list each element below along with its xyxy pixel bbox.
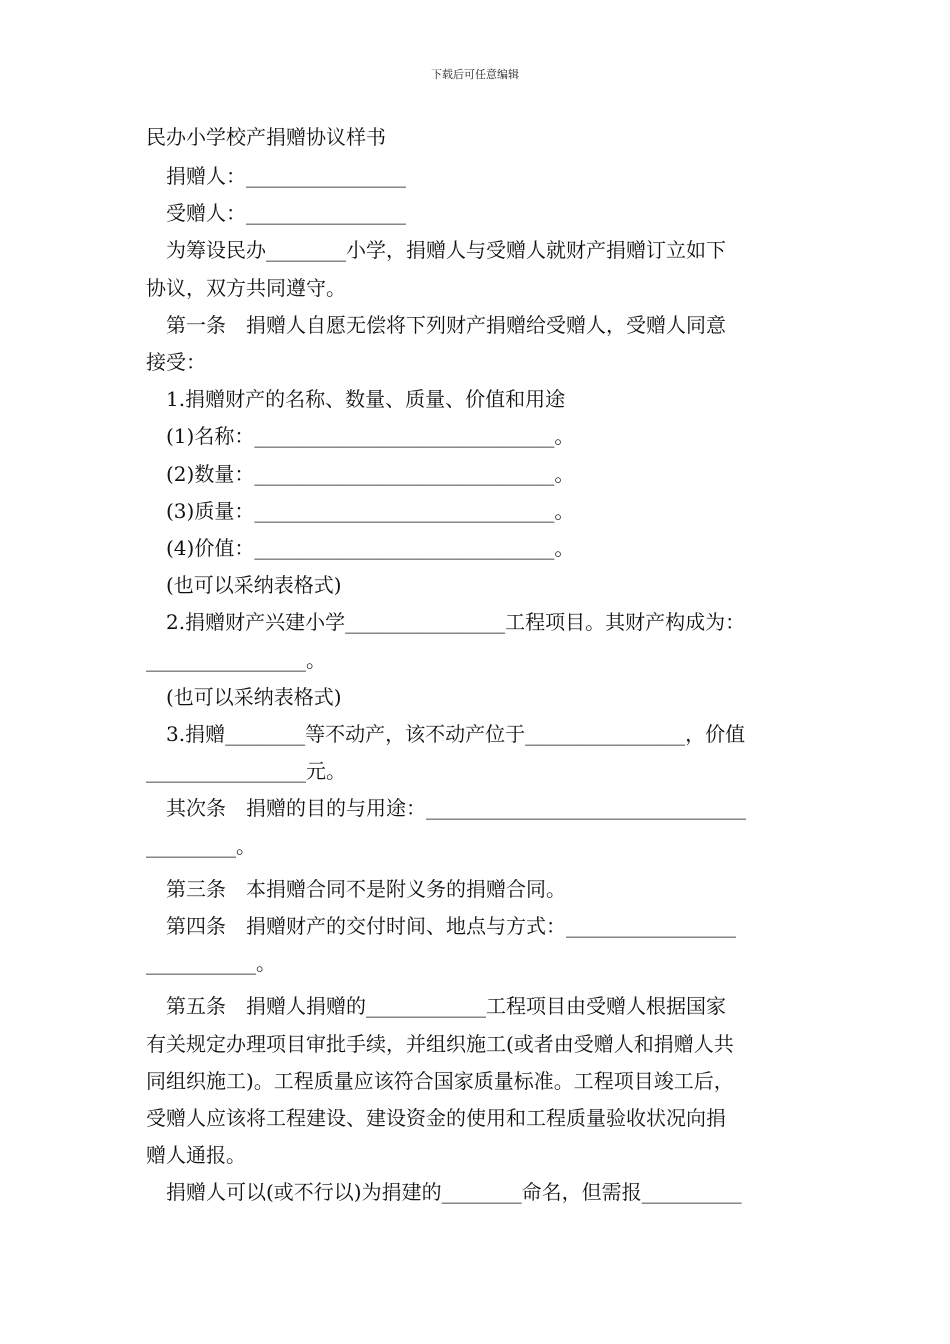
preamble-line-1: 为筹设民办________小学，捐赠人与受赠人就财产捐赠订立如下 bbox=[166, 238, 726, 263]
page-header: 下载后可任意编辑 bbox=[431, 68, 519, 81]
item-3-line-1: 3.捐赠________等不动产，该不动产位于________________，价值 bbox=[166, 722, 746, 747]
document-title: 民办小学校产捐赠协议样书 bbox=[146, 125, 386, 149]
item-quality-line: (3)质量：______________________________。 bbox=[166, 498, 575, 523]
item-name-line: (1)名称：______________________________。 bbox=[166, 424, 575, 449]
donor-line: 捐赠人：________________ bbox=[166, 164, 406, 188]
recipient-line: 受赠人：________________ bbox=[166, 201, 406, 226]
preamble-line-2: 协议，双方共同遵守。 bbox=[146, 275, 346, 300]
article-5-line-3: 同组织施工)。工程质量应该符合国家质量标准。工程项目竣工后， bbox=[146, 1068, 734, 1093]
article-2-line-2: _________。 bbox=[146, 833, 256, 858]
item-2-line-1: 2.捐赠财产兴建小学________________工程项目。其财产构成为： bbox=[166, 610, 746, 635]
article-5-line-4: 受赠人应该将工程建设、建设资金的使用和工程质量验收状况向捐 bbox=[146, 1106, 726, 1131]
article-1-line-1: 第一条 捐赠人自愿无偿将下列财产捐赠给受赠人，受赠人同意 bbox=[166, 312, 726, 337]
document-body bbox=[146, 122, 808, 1212]
item-1-heading: 1.捐赠财产的名称、数量、质量、价值和用途 bbox=[166, 387, 566, 412]
article-5-line-1: 第五条 捐赠人捐赠的____________工程项目由受赠人根据国家 bbox=[166, 994, 726, 1019]
table-format-note-2: (也可以采纳表格式) bbox=[166, 684, 342, 709]
article-2-line-1: 其次条 捐赠的目的与用途：________________________________ bbox=[166, 796, 746, 821]
article-4-line-2: ___________。 bbox=[146, 951, 276, 976]
item-2-line-2: ________________。 bbox=[146, 647, 326, 672]
item-quantity-line: (2)数量：______________________________。 bbox=[166, 461, 575, 486]
article-1-line-2: 接受： bbox=[146, 350, 206, 375]
article-5-line-5: 赠人通报。 bbox=[146, 1143, 246, 1168]
article-4-line-1: 第四条 捐赠财产的交付时间、地点与方式：_________________ bbox=[166, 914, 736, 939]
naming-clause-line: 捐赠人可以(或不行以)为捐建的________命名，但需报__________ bbox=[166, 1180, 742, 1205]
table-format-note-1: (也可以采纳表格式) bbox=[166, 573, 342, 598]
article-3-line: 第三条 本捐赠合同不是附义务的捐赠合同。 bbox=[166, 876, 566, 901]
item-3-line-2: ________________元。 bbox=[146, 759, 346, 784]
article-5-line-2: 有关规定办理项目审批手续，并组织施工(或者由受赠人和捐赠人共 bbox=[146, 1031, 734, 1056]
item-value-line: (4)价值：______________________________。 bbox=[166, 536, 575, 561]
